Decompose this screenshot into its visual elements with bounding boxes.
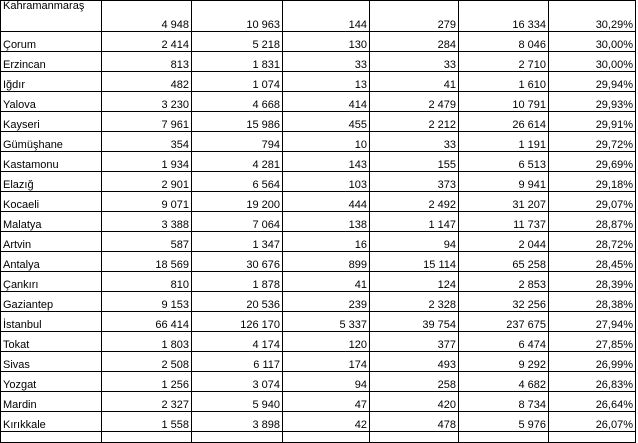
value-cell-3: 16	[283, 232, 370, 252]
table-row	[1, 412, 636, 432]
value-cell-2: 10 963	[192, 1, 283, 32]
value-cell-1: 2 508	[102, 352, 192, 372]
value-cell-1: 1 558	[102, 412, 192, 432]
table-row	[1, 1, 636, 32]
table-row	[1, 392, 636, 412]
table-row	[1, 212, 636, 232]
value-cell-1: 9 071	[102, 192, 192, 212]
value-cell-1: 1 803	[102, 332, 192, 352]
value-cell-1: 587	[102, 232, 192, 252]
value-cell-4: 15 114	[370, 252, 459, 272]
percent-cell: 26,83%	[549, 372, 636, 392]
table-row	[1, 292, 636, 312]
province-cell: Çankırı	[1, 272, 102, 292]
value-cell-4: 377	[370, 332, 459, 352]
total-cell: 6 513	[459, 152, 549, 172]
value-cell-4: 279	[370, 1, 459, 32]
province-cell: İstanbul	[1, 312, 102, 332]
value-cell-2: 4 281	[192, 152, 283, 172]
total-cell: 6 474	[459, 332, 549, 352]
province-cell: Kastamonu	[1, 152, 102, 172]
value-cell-3: 138	[283, 212, 370, 232]
table-body	[1, 1, 636, 443]
total-cell: 4 682	[459, 372, 549, 392]
value-cell-1: 810	[102, 272, 192, 292]
province-cell: Çorum	[1, 32, 102, 52]
value-cell-3: 10	[283, 132, 370, 152]
value-cell-4: 2 328	[370, 292, 459, 312]
value-cell-4: 94	[370, 232, 459, 252]
value-cell-4: 493	[370, 352, 459, 372]
percent-cell: 29,18%	[549, 172, 636, 192]
value-cell-3: 455	[283, 112, 370, 132]
value-cell-2: 1 347	[192, 232, 283, 252]
percent-cell: 28,45%	[549, 252, 636, 272]
value-cell-4: 373	[370, 172, 459, 192]
value-cell-2: 126 170	[192, 312, 283, 332]
value-cell-2: 20 536	[192, 292, 283, 312]
value-cell-2: 7 064	[192, 212, 283, 232]
total-cell: 10 791	[459, 92, 549, 112]
province-cell: Iğdır	[1, 72, 102, 92]
value-cell-2: 1 878	[192, 272, 283, 292]
value-cell-1: 1 256	[102, 372, 192, 392]
value-cell-3: 13	[283, 72, 370, 92]
value-cell-1: 482	[102, 72, 192, 92]
total-cell: 1 610	[459, 72, 549, 92]
province-cell: Gümüşhane	[1, 132, 102, 152]
value-cell-2: 30 676	[192, 252, 283, 272]
value-cell-1: 66 414	[102, 312, 192, 332]
province-cell: Kahramanmaraş	[1, 1, 102, 32]
value-cell-3: 103	[283, 172, 370, 192]
value-cell-3: 144	[283, 1, 370, 32]
empty-cell	[1, 432, 102, 443]
value-cell-1: 9 153	[102, 292, 192, 312]
value-cell-3: 5 337	[283, 312, 370, 332]
total-cell: 8 046	[459, 32, 549, 52]
value-cell-4: 124	[370, 272, 459, 292]
table-row	[1, 192, 636, 212]
total-cell: 8 734	[459, 392, 549, 412]
table-row	[1, 312, 636, 332]
table-row	[1, 272, 636, 292]
percent-cell: 28,38%	[549, 292, 636, 312]
value-cell-4: 2 492	[370, 192, 459, 212]
province-cell: Yalova	[1, 92, 102, 112]
table-row	[1, 112, 636, 132]
table-row	[1, 92, 636, 112]
province-cell: Yozgat	[1, 372, 102, 392]
value-cell-3: 42	[283, 412, 370, 432]
value-cell-3: 444	[283, 192, 370, 212]
total-cell: 9 292	[459, 352, 549, 372]
value-cell-2: 5 218	[192, 32, 283, 52]
total-cell: 9 941	[459, 172, 549, 192]
total-cell: 5 976	[459, 412, 549, 432]
province-cell: Elazığ	[1, 172, 102, 192]
province-cell: Kırıkkale	[1, 412, 102, 432]
value-cell-2: 6 117	[192, 352, 283, 372]
value-cell-2: 5 940	[192, 392, 283, 412]
value-cell-4: 1 147	[370, 212, 459, 232]
empty-cell	[192, 432, 283, 443]
percent-cell: 30,29%	[549, 1, 636, 32]
total-cell: 1 191	[459, 132, 549, 152]
total-cell: 32 256	[459, 292, 549, 312]
total-cell: 2 044	[459, 232, 549, 252]
percent-cell: 29,72%	[549, 132, 636, 152]
province-cell: Kocaeli	[1, 192, 102, 212]
percent-cell: 29,91%	[549, 112, 636, 132]
province-cell: Tokat	[1, 332, 102, 352]
value-cell-2: 1 074	[192, 72, 283, 92]
percent-cell: 29,94%	[549, 72, 636, 92]
value-cell-1: 2 414	[102, 32, 192, 52]
table-row	[1, 352, 636, 372]
value-cell-3: 174	[283, 352, 370, 372]
total-cell: 31 207	[459, 192, 549, 212]
percent-cell: 27,94%	[549, 312, 636, 332]
value-cell-4: 2 212	[370, 112, 459, 132]
value-cell-3: 414	[283, 92, 370, 112]
value-cell-3: 94	[283, 372, 370, 392]
table-row	[1, 252, 636, 272]
percent-cell: 26,99%	[549, 352, 636, 372]
value-cell-1: 813	[102, 52, 192, 72]
value-cell-1: 18 569	[102, 252, 192, 272]
table-row	[1, 372, 636, 392]
value-cell-1: 2 901	[102, 172, 192, 192]
value-cell-1: 1 934	[102, 152, 192, 172]
percent-cell: 28,39%	[549, 272, 636, 292]
table-row	[1, 152, 636, 172]
total-cell: 2 853	[459, 272, 549, 292]
percent-cell: 26,07%	[549, 412, 636, 432]
value-cell-3: 130	[283, 32, 370, 52]
empty-cell	[102, 432, 192, 443]
value-cell-4: 420	[370, 392, 459, 412]
percent-cell: 30,00%	[549, 32, 636, 52]
value-cell-4: 33	[370, 52, 459, 72]
value-cell-1: 4 948	[102, 1, 192, 32]
value-cell-3: 143	[283, 152, 370, 172]
value-cell-4: 478	[370, 412, 459, 432]
value-cell-4: 284	[370, 32, 459, 52]
province-cell: Malatya	[1, 212, 102, 232]
value-cell-2: 19 200	[192, 192, 283, 212]
total-cell: 26 614	[459, 112, 549, 132]
table-row	[1, 132, 636, 152]
table-row	[1, 32, 636, 52]
total-cell: 11 737	[459, 212, 549, 232]
value-cell-4: 2 479	[370, 92, 459, 112]
percent-cell: 29,69%	[549, 152, 636, 172]
total-cell: 2 710	[459, 52, 549, 72]
table-row	[1, 172, 636, 192]
value-cell-2: 794	[192, 132, 283, 152]
total-cell: 237 675	[459, 312, 549, 332]
province-cell: Artvin	[1, 232, 102, 252]
value-cell-2: 4 174	[192, 332, 283, 352]
table-row	[1, 332, 636, 352]
value-cell-3: 41	[283, 272, 370, 292]
percent-cell: 29,07%	[549, 192, 636, 212]
percent-cell: 28,87%	[549, 212, 636, 232]
table-row	[1, 52, 636, 72]
value-cell-2: 3 074	[192, 372, 283, 392]
value-cell-4: 258	[370, 372, 459, 392]
value-cell-1: 3 388	[102, 212, 192, 232]
value-cell-2: 15 986	[192, 112, 283, 132]
value-cell-2: 1 831	[192, 52, 283, 72]
percent-cell: 29,93%	[549, 92, 636, 112]
value-cell-3: 239	[283, 292, 370, 312]
value-cell-4: 33	[370, 132, 459, 152]
percent-cell: 26,64%	[549, 392, 636, 412]
value-cell-2: 4 668	[192, 92, 283, 112]
province-cell: Erzincan	[1, 52, 102, 72]
value-cell-4: 155	[370, 152, 459, 172]
table-row	[1, 232, 636, 252]
value-cell-3: 33	[283, 52, 370, 72]
total-cell: 65 258	[459, 252, 549, 272]
value-cell-1: 3 230	[102, 92, 192, 112]
value-cell-1: 7 961	[102, 112, 192, 132]
value-cell-3: 120	[283, 332, 370, 352]
empty-cell	[370, 432, 459, 443]
province-cell: Sivas	[1, 352, 102, 372]
table-row-clipped	[1, 432, 636, 443]
empty-cell	[459, 432, 549, 443]
value-cell-1: 354	[102, 132, 192, 152]
province-cell: Kayseri	[1, 112, 102, 132]
value-cell-1: 2 327	[102, 392, 192, 412]
table-row	[1, 72, 636, 92]
province-cell: Gaziantep	[1, 292, 102, 312]
province-cell: Antalya	[1, 252, 102, 272]
percent-cell: 28,72%	[549, 232, 636, 252]
empty-cell	[549, 432, 636, 443]
value-cell-4: 41	[370, 72, 459, 92]
empty-cell	[283, 432, 370, 443]
value-cell-3: 47	[283, 392, 370, 412]
value-cell-4: 39 754	[370, 312, 459, 332]
value-cell-2: 3 898	[192, 412, 283, 432]
value-cell-3: 899	[283, 252, 370, 272]
total-cell: 16 334	[459, 1, 549, 32]
percent-cell: 27,85%	[549, 332, 636, 352]
percent-cell: 30,00%	[549, 52, 636, 72]
province-cell: Mardin	[1, 392, 102, 412]
value-cell-2: 6 564	[192, 172, 283, 192]
